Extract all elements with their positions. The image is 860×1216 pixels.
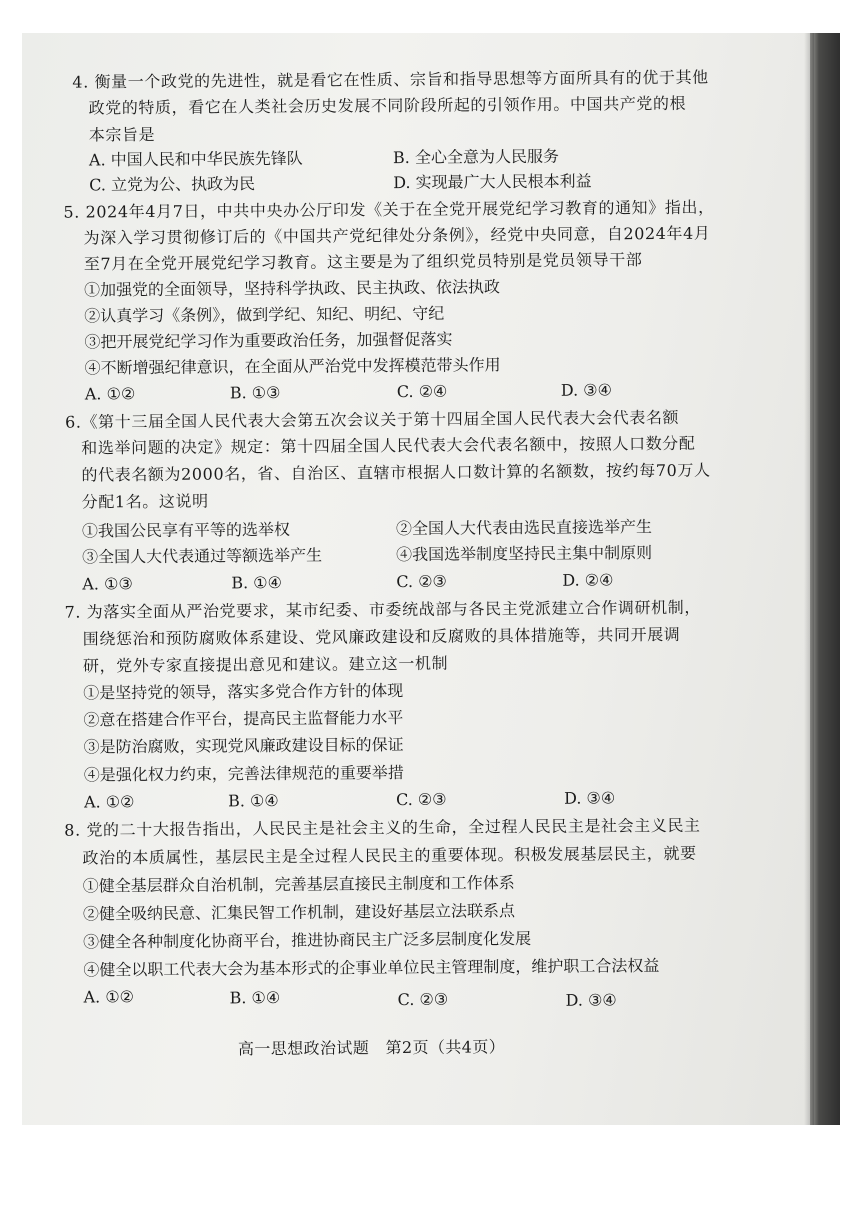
- question-5-statement-3: ③把开展党纪学习作为重要政治任务，加强督促落实: [84, 329, 453, 352]
- page-footer: 高一思想政治试题 第2页（共4页）: [237, 1037, 506, 1059]
- question-6-option-a: A. ①③: [82, 574, 133, 594]
- question-7-statement-2: ②意在搭建合作平台，提高民主监督能力水平: [83, 708, 404, 730]
- question-4-stem-line-3: 本宗旨是: [88, 124, 156, 145]
- question-6-stem-line-4: 分配1名。这说明: [81, 491, 209, 512]
- question-7-option-c: C. ②③: [395, 789, 447, 810]
- question-4-option-b: B. 全心全意为人民服务: [392, 146, 559, 168]
- exam-page-content: [22, 33, 840, 1125]
- question-6-statement-3: ③全国人大代表通过等额选举产生: [82, 545, 323, 567]
- question-4-option-d: D. 实现最广大人民根本利益: [393, 171, 592, 193]
- exam-page-photo: [22, 33, 840, 1125]
- question-6-option-b: B. ①④: [231, 572, 283, 593]
- question-8-statement-1: ①健全基层群众自治机制，完善基层直接民主制度和工作体系: [82, 873, 515, 896]
- question-5-option-d: D. ③④: [560, 380, 613, 400]
- question-5-statement-4: ④不断增强纪律意识，在全面从严治党中发挥模范带头作用: [84, 355, 501, 378]
- question-7-statement-3: ③是防治腐败，实现党风廉政建设目标的保证: [83, 735, 404, 757]
- question-6-option-d: D. ②④: [562, 570, 614, 590]
- question-8-stem-line-2: 政治的本质属性，基层民主是全过程人民民主的重要体现。积极发展基层民主，就要: [82, 843, 697, 868]
- question-8-option-b: B. ①④: [229, 988, 281, 1008]
- question-5-statement-1: ①加强党的全面领导，坚持科学执政、民主执政、依法执政: [83, 277, 501, 300]
- question-7-option-b: B. ①④: [227, 791, 279, 811]
- question-8-option-c: C. ②③: [397, 989, 449, 1010]
- question-8-statement-3: ③健全各种制度化协商平台，推进协商民主广泛多层制度化发展: [83, 929, 532, 952]
- question-5-stem-line-2: 为深入学习贯彻修订后的《中国共产党纪律处分条例》，经党中央同意，自2024年4月: [83, 223, 711, 248]
- question-4-stem-line-2: 政党的特质，看它在人类社会历史发展不同阶段所起的引领作用。中国共产党的根: [88, 93, 687, 118]
- question-4-stem-line-1: 4. 衡量一个政党的先进性，就是看它在性质、宗旨和指导思想等方面所具有的优于其他: [72, 67, 709, 92]
- background-edge: [810, 33, 840, 1125]
- question-6-stem-line-3: 的代表名额为2000名，省、自治区、直辖市根据人口数计算的名额数，按约每70万人: [81, 460, 711, 485]
- question-5-statement-2: ②认真学习《条例》，做到学纪、知纪、明纪、守纪: [84, 303, 445, 326]
- question-7-option-d: D. ③④: [563, 788, 616, 808]
- question-7-statement-4: ④是强化权力约束，完善法律规范的重要举措: [83, 763, 404, 785]
- question-6-stem-line-1: 6.《第十三届全国人民代表大会第五次会议关于第十四届全国人民代表大会代表名额: [64, 407, 680, 432]
- question-8-option-d: D. ③④: [565, 990, 617, 1010]
- question-5-option-c: C. ②④: [396, 381, 448, 402]
- question-8-stem-line-1: 8. 党的二十大报告指出，人民民主是社会主义的生命，全过程人民民主是社会主义民主: [64, 815, 701, 840]
- question-5-stem-line-1: 5. 2024年4月7日，中共中央办公厅印发《关于在全党开展党纪学习教育的通知》指出，: [63, 197, 715, 222]
- question-5-option-b: B. ①③: [229, 382, 281, 403]
- question-4-option-c: C. 立党为公、执政为民: [89, 174, 256, 195]
- question-6-statement-2: ②全国人大代表由选民直接选举产生: [395, 517, 652, 539]
- question-7-option-a: A. ①②: [83, 792, 135, 812]
- question-6-statement-4: ④我国选举制度坚持民主集中制原则: [396, 543, 653, 565]
- question-8-statement-4: ④健全以职工代表大会为基本形式的企事业单位民主管理制度，维护职工合法权益: [83, 956, 660, 980]
- question-7-stem-line-3: 研，党外专家直接提出意见和建议。建立这一机制: [82, 653, 449, 676]
- question-6-statement-1: ①我国公民享有平等的选举权: [81, 519, 290, 541]
- question-8-option-a: A. ①②: [83, 987, 135, 1007]
- question-7-statement-1: ①是坚持党的领导，落实多党合作方针的体现: [83, 681, 404, 703]
- question-5-option-a: A. ①②: [84, 384, 136, 404]
- question-5-stem-line-3: 至7月在全党开展党纪学习教育。这主要是为了组织党员特别是党员领导干部: [83, 250, 643, 274]
- question-7-stem-line-2: 围绕惩治和预防腐败体系建设、党风廉政建设和反腐败的具体措施等，共同开展调: [82, 624, 681, 649]
- question-4-option-a: A. 中国人民和中华民族先锋队: [88, 148, 303, 170]
- question-6-stem-line-2: 和选举问题的决定》规定：第十四届全国人民代表大会代表名额中，按照人口数分配: [81, 433, 696, 458]
- question-8-statement-2: ②健全吸纳民意、汇集民智工作机制，建设好基层立法联系点: [82, 901, 515, 924]
- question-6-option-c: C. ②③: [396, 571, 447, 592]
- question-7-stem-line-1: 7. 为落实全面从严治党要求，某市纪委、市委统战部与各民主党派建立合作调研机制，: [64, 597, 701, 622]
